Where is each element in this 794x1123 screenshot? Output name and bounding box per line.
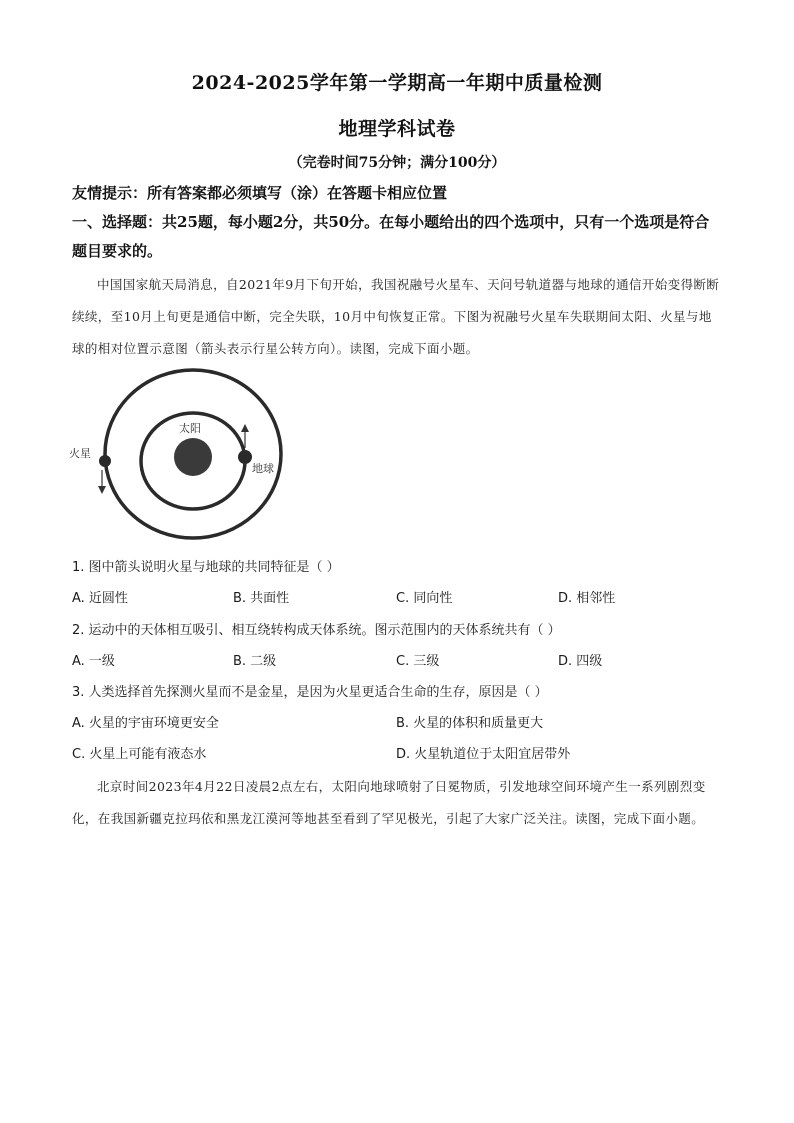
q2-option-b: B. 二级 xyxy=(233,654,277,669)
q3-option-b: B. 火星的体积和质量更大 xyxy=(396,716,544,731)
q3-option-a: A. 火星的宇宙环境更安全 xyxy=(72,716,219,731)
question-3: 3. 人类选择首先探测火星而不是金星，是因为火星更适合生命的生存，原因是（ ） xyxy=(72,685,548,700)
sun-label: 太阳 xyxy=(179,422,201,435)
q2-option-d: D. 四级 xyxy=(558,654,603,669)
earth-icon xyxy=(238,450,252,464)
subject-title: 地理学科试卷 xyxy=(338,118,456,140)
q1-option-a: A. 近圆性 xyxy=(72,591,128,606)
sun-icon xyxy=(174,438,212,476)
earth-arrowhead-icon xyxy=(241,424,249,432)
exam-duration-note: （完卷时间75分钟；满分100分） xyxy=(288,155,506,171)
q1-option-d: D. 相邻性 xyxy=(558,591,616,606)
q1-option-c: C. 同向性 xyxy=(396,591,453,606)
q3-option-c: C. 火星上可能有液态水 xyxy=(72,747,207,762)
mars-label: 火星 xyxy=(69,447,91,460)
friendly-tip: 友情提示：所有答案都必须填写（涂）在答题卡相应位置 xyxy=(72,184,448,202)
question-1: 1. 图中箭头说明火星与地球的共同特征是（ ） xyxy=(72,560,340,575)
question-2: 2. 运动中的天体相互吸引、相互绕转构成天体系统。图示范围内的天体系统共有（ ） xyxy=(72,623,561,638)
solar-orbit-diagram xyxy=(66,362,296,547)
q2-option-c: C. 三级 xyxy=(396,654,440,669)
mars-icon xyxy=(99,455,111,467)
exam-title: 2024-2025学年第一学期高一年期中质量检测 xyxy=(191,72,603,94)
reading-passage-2: 北京时间2023年4月22日凌晨2点左右，太阳向地球喷射了日冕物质，引发地球空间环境产生一系列剧烈变化，在我国新疆克拉玛依和黑龙江漠河等地甚至看到了罕见极光，引起了大家广泛关注。读图，完成下面小题。 xyxy=(72,779,706,826)
mars-arrowhead-icon xyxy=(98,486,106,494)
q3-option-d: D. 火星轨道位于太阳宜居带外 xyxy=(396,747,571,762)
earth-label: 地球 xyxy=(252,462,274,475)
reading-passage-1: 中国国家航天局消息，自2021年9月下旬开始，我国祝融号火星车、天问号轨道器与地球的通信开始变得断断续续，至10月上旬更是通信中断，完全失联，10月中旬恢复正常。下图为祝融号火星车失联期间太阳、火星与地球的相对位置示意图（箭头表示行星公转方向）。读图，完成下面小题。 xyxy=(72,277,720,356)
q2-option-a: A. 一级 xyxy=(72,654,115,669)
section-heading: 一、选择题：共25题，每小题2分，共50分。在每小题给出的四个选项中，只有一个选项是符合题目要求的。 xyxy=(72,213,710,260)
q1-option-b: B. 共面性 xyxy=(233,591,290,606)
